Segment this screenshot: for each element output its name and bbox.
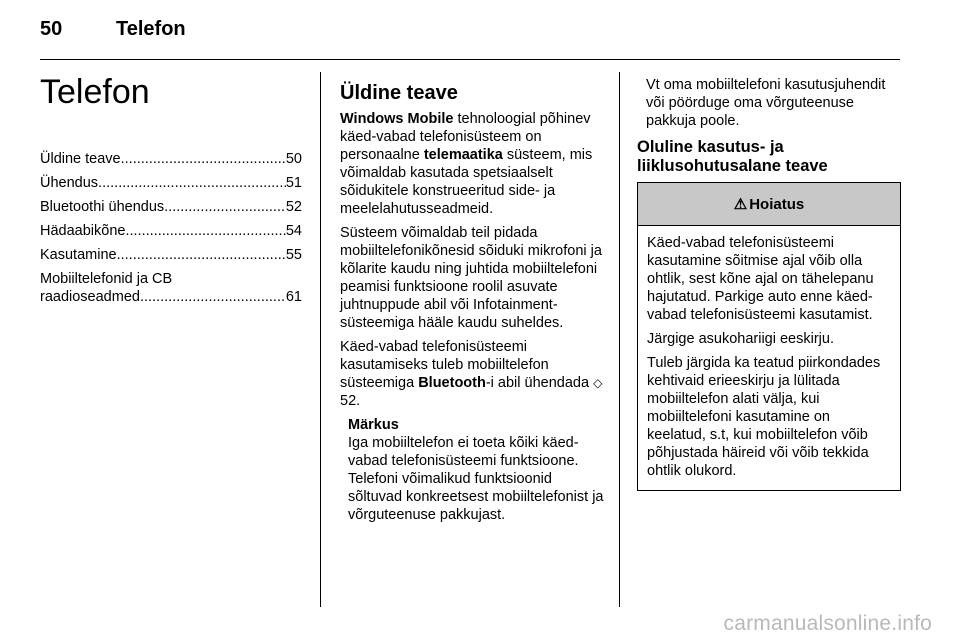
bluetooth-paragraph: Käed-vabad telefonisüsteemi kasutamiseks tuleb mobiiltelefon süsteemiga Bluetooth-i abil ühendada ◇ 52. [340,339,603,409]
toc-label: Hädaabikõne [40,223,126,239]
toc-column [40,72,302,312]
warning-paragraph-2: Järgige asukohariigi eeskirju. [647,331,834,347]
warning-header [638,183,900,226]
toc-label: Ühendus [40,175,99,191]
warning-paragraph-3: Tuleb järgida ka teatud piirkondades kehtivaid erieeskirju ja lülitada mobiiltelefon alati välja, kui mobiiltelefoni kasutamine on keelatud, s.t, kui mobiiltelefon võib põhjustada häireid või võib tekkida ohtlik olukord. [647,355,881,479]
toc-label-line2: raadioseadmed [40,289,140,305]
manual-reference-paragraph: Vt oma mobiiltelefoni kasutusjuhendit või pöörduge oma võrguteenuse pakkuja poole. [646,77,886,129]
term-bluetooth: Bluetooth [418,375,486,391]
table-of-contents [40,150,302,306]
safety-section-title: Oluline kasutus- ja liiklusohutusalane teave [637,138,828,175]
toc-label-line1: Mobiiltelefonid ja CB [40,271,173,287]
toc-page: 51 [285,175,302,191]
toc-page: 55 [285,247,302,263]
warning-triangle-icon: ⚠ [733,196,748,213]
toc-page: 50 [285,151,302,167]
column-divider-1 [320,72,321,607]
header-rule [40,59,900,60]
toc-label: Üldine teave [40,151,121,167]
toc-page: 52 [285,199,302,215]
general-info-column [340,82,604,530]
toc-label: Bluetoothi ühendus [40,199,165,215]
toc-item[interactable] [40,174,302,192]
toc-item[interactable] [40,198,302,216]
watermark: carmanualsonline.info [723,612,932,635]
toc-label: Kasutamine [40,247,117,263]
page-reference[interactable]: 52. [340,393,361,409]
warning-body [638,226,900,490]
note-box [348,416,604,524]
chapter-title: Telefon [40,73,150,111]
note-title: Märkus [348,417,399,433]
page-number: 50 [40,18,63,40]
note-text: Iga mobiiltelefon ei toeta kõiki käed-vabad telefonisüsteemi funktsioone. Telefoni võimalikud funktsioonid sõltuvad konkreetsest mobiiltelefonist ja võrguteenuse pakkujast. [348,435,604,523]
page-reference-icon: ◇ [593,376,603,390]
system-paragraph: Süsteem võimaldab teil pidada mobiiltelefonikõnesid sõiduki mikrofoni ja kõlarite kaudu ning juhtida mobiiltelefoni peamisi funktsioone roolil asuvate juhtnuppude abil või Infotainment-süsteemiga hääle kaudu suheldes. [340,225,602,331]
toc-page: 61 [285,289,302,305]
toc-item[interactable] [40,222,302,240]
intro-paragraph: Windows Mobile tehnoloogial põhinev käed-vabad telefonisüsteem on personaalne telemaatika süsteem, mis võimaldab kasutada spetsiaalselt sõidukitele konstrueeritud side- ja meelelahutusseadmeid. [340,111,593,217]
toc-item[interactable] [40,270,302,306]
toc-item[interactable] [40,246,302,264]
warning-paragraph-1: Käed-vabad telefonisüsteemi kasutamine sõitmise ajal võib olla ohtlik, sest kõne ajal on tähelepanu hajutatud. Parkige auto enne käed-vabad telefonisüsteemi kasutamist. [647,235,874,323]
toc-item[interactable] [40,150,302,168]
warning-box [637,182,901,491]
section-title: Üldine teave [340,82,458,104]
safety-column [637,76,901,491]
column-divider-2 [619,72,620,607]
toc-page: 54 [285,223,302,239]
term-windows-mobile: Windows Mobile [340,111,454,127]
warning-heading: Hoiatus [749,195,805,213]
running-header-title: Telefon [116,18,186,40]
term-telematics: telemaatika [423,147,503,163]
